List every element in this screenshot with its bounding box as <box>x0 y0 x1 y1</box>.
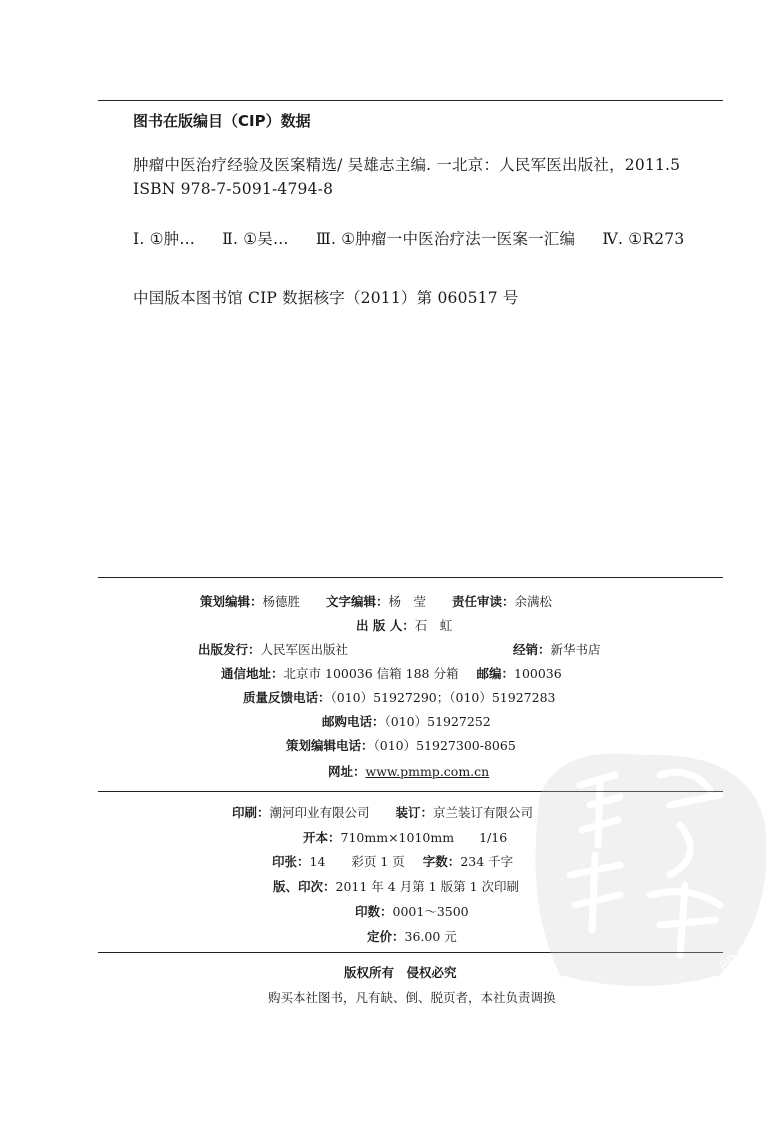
editorial-phone-line <box>286 736 516 754</box>
edition: 2011 年 4 月第 1 版第 1 次印刷 <box>335 879 519 894</box>
credits-rule <box>98 577 723 578</box>
print-run-label: 印数： <box>355 904 393 919</box>
price-line <box>367 927 457 945</box>
sheets-line <box>272 852 513 870</box>
top-rule <box>98 100 723 101</box>
postcode-label: 邮编： <box>476 666 514 681</box>
planning-editor-label: 策划编辑： <box>200 594 263 609</box>
pdg-seal-watermark <box>520 735 780 995</box>
class-ii: Ⅱ. ①吴… <box>222 230 289 248</box>
publisher-person: 石 虹 <box>414 618 453 633</box>
print-run-line <box>355 902 469 920</box>
format-line <box>303 828 507 846</box>
website-link[interactable]: www.pmmp.com.cn <box>365 764 490 779</box>
pdg-mark: PDG <box>717 946 752 975</box>
text-editor: 杨 莹 <box>388 594 427 609</box>
website-line <box>328 762 489 780</box>
copyright: 版权所有 侵权必究 <box>344 965 457 980</box>
price-label: 定价： <box>367 929 405 944</box>
address-line <box>221 664 562 682</box>
cip-heading: 图书在版编目（CIP）数据 <box>133 112 311 130</box>
text-editor-label: 文字编辑： <box>326 594 389 609</box>
cip-classification <box>133 227 684 249</box>
editors-line <box>200 592 552 610</box>
format: 710mm×1010mm 1/16 <box>340 830 508 845</box>
publisher-label: 出版发行： <box>198 642 261 657</box>
distributor-line <box>513 640 601 658</box>
printer-label: 印刷： <box>232 805 270 820</box>
distributor: 新华书店 <box>550 642 601 657</box>
editorial-phone-label: 策划编辑电话： <box>286 738 374 753</box>
publisher-person-label: 出 版 人： <box>356 618 415 633</box>
edition-line <box>273 877 519 895</box>
cip-isbn: ISBN 978-7-5091-4794-8 <box>133 180 334 198</box>
proofreader: 余满松 <box>514 594 553 609</box>
format-label: 开本： <box>303 830 341 845</box>
postcode: 100036 <box>514 666 562 681</box>
color-pages: 彩页 1 页 <box>351 854 405 869</box>
class-iii: Ⅲ. ①肿瘤一中医治疗法一医案一汇编 <box>315 230 576 248</box>
mail-order-line <box>322 712 491 730</box>
price: 36.00 元 <box>404 929 457 944</box>
planning-editor: 杨德胜 <box>262 594 301 609</box>
print-run: 0001～3500 <box>392 904 469 919</box>
replacement-notice: 购买本社图书，凡有缺、倒、脱页者，本社负责调换 <box>268 990 556 1005</box>
editorial-phone: （010）51927300-8065 <box>373 738 516 753</box>
binding-label: 装订： <box>395 805 434 820</box>
word-count: 234 千字 <box>460 854 514 869</box>
word-count-label: 字数： <box>422 854 461 869</box>
feedback-phone-label: 质量反馈电话： <box>243 690 331 705</box>
printer-line <box>232 803 533 821</box>
distributor-label: 经销： <box>513 642 551 657</box>
cip-library-record: 中国版本图书馆 CIP 数据核字（2011）第 060517 号 <box>133 289 519 307</box>
edition-label: 版、印次： <box>273 879 336 894</box>
cip-title-line: 肿瘤中医治疗经验及医案精选/ 吴雄志主编. 一北京：人民军医出版社，2011.5 <box>133 156 681 174</box>
printer: 潮河印业有限公司 <box>269 805 370 820</box>
sheets-label: 印张： <box>272 854 310 869</box>
mail-order: （010）51927252 <box>384 714 491 729</box>
seal-shape <box>536 753 767 986</box>
publisher-line <box>198 640 348 658</box>
feedback-phone-line <box>243 688 555 706</box>
mail-order-label: 邮购电话： <box>322 714 385 729</box>
proofreader-label: 责任审读： <box>452 594 515 609</box>
feedback-phone: （010）51927290；（010）51927283 <box>330 690 556 705</box>
binding: 京兰装订有限公司 <box>433 805 534 820</box>
class-i: Ⅰ. ①肿… <box>133 230 196 248</box>
sheets: 14 <box>309 854 326 869</box>
publisher-person-line <box>356 616 452 634</box>
website-label: 网址： <box>328 764 366 779</box>
address-label: 通信地址： <box>221 666 284 681</box>
class-iv: Ⅳ. ①R273 <box>602 230 685 248</box>
publisher: 人民军医出版社 <box>260 642 349 657</box>
address: 北京市 100036 信箱 188 分箱 <box>283 666 459 681</box>
